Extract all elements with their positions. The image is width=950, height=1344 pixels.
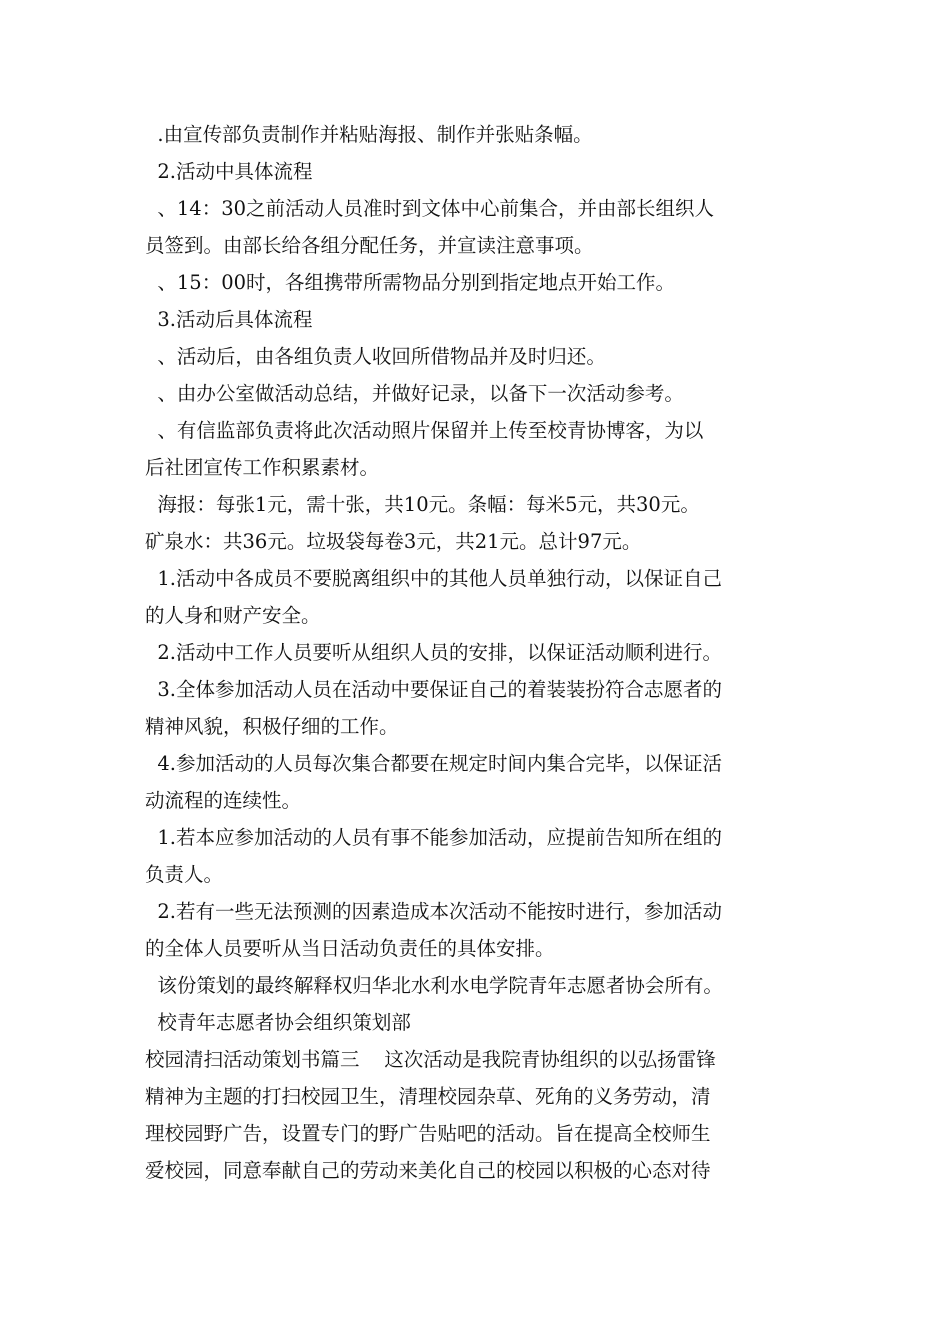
paragraph	[145, 412, 813, 486]
paragraph	[145, 486, 813, 560]
text-line: .由宣传部负责制作并粘贴海报、制作并张贴条幅。	[145, 123, 593, 146]
paragraph	[145, 116, 813, 153]
paragraph	[145, 264, 813, 301]
text-line: 、由办公室做活动总结，并做好记录，以备下一次活动参考。	[145, 382, 684, 405]
paragraph	[145, 893, 813, 967]
text-line: 1.若本应参加活动的人员有事不能参加活动，应提前告知所在组的	[145, 826, 723, 849]
text-line: 的人身和财产安全。	[145, 604, 321, 627]
text-line: 3.活动后具体流程	[145, 308, 313, 331]
paragraph	[145, 745, 813, 819]
paragraph	[145, 967, 813, 1004]
paragraph	[145, 190, 813, 264]
text-line: 、15：00时，各组携带所需物品分别到指定地点开始工作。	[145, 271, 676, 294]
paragraph	[145, 819, 813, 893]
text-line: 后社团宣传工作积累素材。	[145, 456, 380, 479]
paragraph	[145, 153, 813, 190]
text-line: 矿泉水：共36元。垃圾袋每卷3元，共21元。总计97元。	[145, 530, 642, 553]
text-line: 精神风貌，积极仔细的工作。	[145, 715, 399, 738]
paragraph	[145, 375, 813, 412]
paragraph	[145, 671, 813, 745]
text-line: 精神为主题的打扫校园卫生，清理校园杂草、死角的义务劳动，清	[145, 1085, 711, 1108]
text-line: 理校园野广告，设置专门的野广告贴吧的活动。旨在提高全校师生	[145, 1122, 711, 1145]
paragraph	[145, 1041, 813, 1189]
paragraph	[145, 1004, 813, 1041]
text-line: 4.参加活动的人员每次集合都要在规定时间内集合完毕，以保证活	[145, 752, 723, 775]
paragraph	[145, 301, 813, 338]
text-line: 2.活动中具体流程	[145, 160, 313, 183]
text-line: 负责人。	[145, 863, 224, 886]
text-line: 、有信监部负责将此次活动照片保留并上传至校青协博客，为以	[145, 419, 704, 442]
paragraph	[145, 338, 813, 375]
text-line: 员签到。由部长给各组分配任务，并宣读注意事项。	[145, 234, 594, 257]
text-line: 2.若有一些无法预测的因素造成本次活动不能按时进行，参加活动	[145, 900, 723, 923]
text-line: 爱校园，同意奉献自己的劳动来美化自己的校园以积极的心态对待	[145, 1159, 711, 1182]
text-line: 2.活动中工作人员要听从组织人员的安排，以保证活动顺利进行。	[145, 641, 723, 664]
text-line: 、活动后，由各组负责人收回所借物品并及时归还。	[145, 345, 606, 368]
text-line: 、14：30之前活动人员准时到文体中心前集合，并由部长组织人	[145, 197, 715, 220]
text-line: 校园清扫活动策划书篇三 这次活动是我院青协组织的以弘扬雷锋	[145, 1048, 716, 1071]
text-line: 1.活动中各成员不要脱离组织中的其他人员单独行动，以保证自己	[145, 567, 723, 590]
text-line: 海报：每张1元，需十张，共10元。条幅：每米5元，共30元。	[145, 493, 700, 516]
text-line: 该份策划的最终解释权归华北水利水电学院青年志愿者协会所有。	[145, 974, 723, 997]
paragraph	[145, 634, 813, 671]
paragraph	[145, 560, 813, 634]
text-line: 3.全体参加活动人员在活动中要保证自己的着装装扮符合志愿者的	[145, 678, 723, 701]
document-body	[145, 116, 813, 1189]
text-line: 的全体人员要听从当日活动负责任的具体安排。	[145, 937, 555, 960]
text-line: 校青年志愿者协会组织策划部	[145, 1011, 411, 1034]
text-line: 动流程的连续性。	[145, 789, 302, 812]
